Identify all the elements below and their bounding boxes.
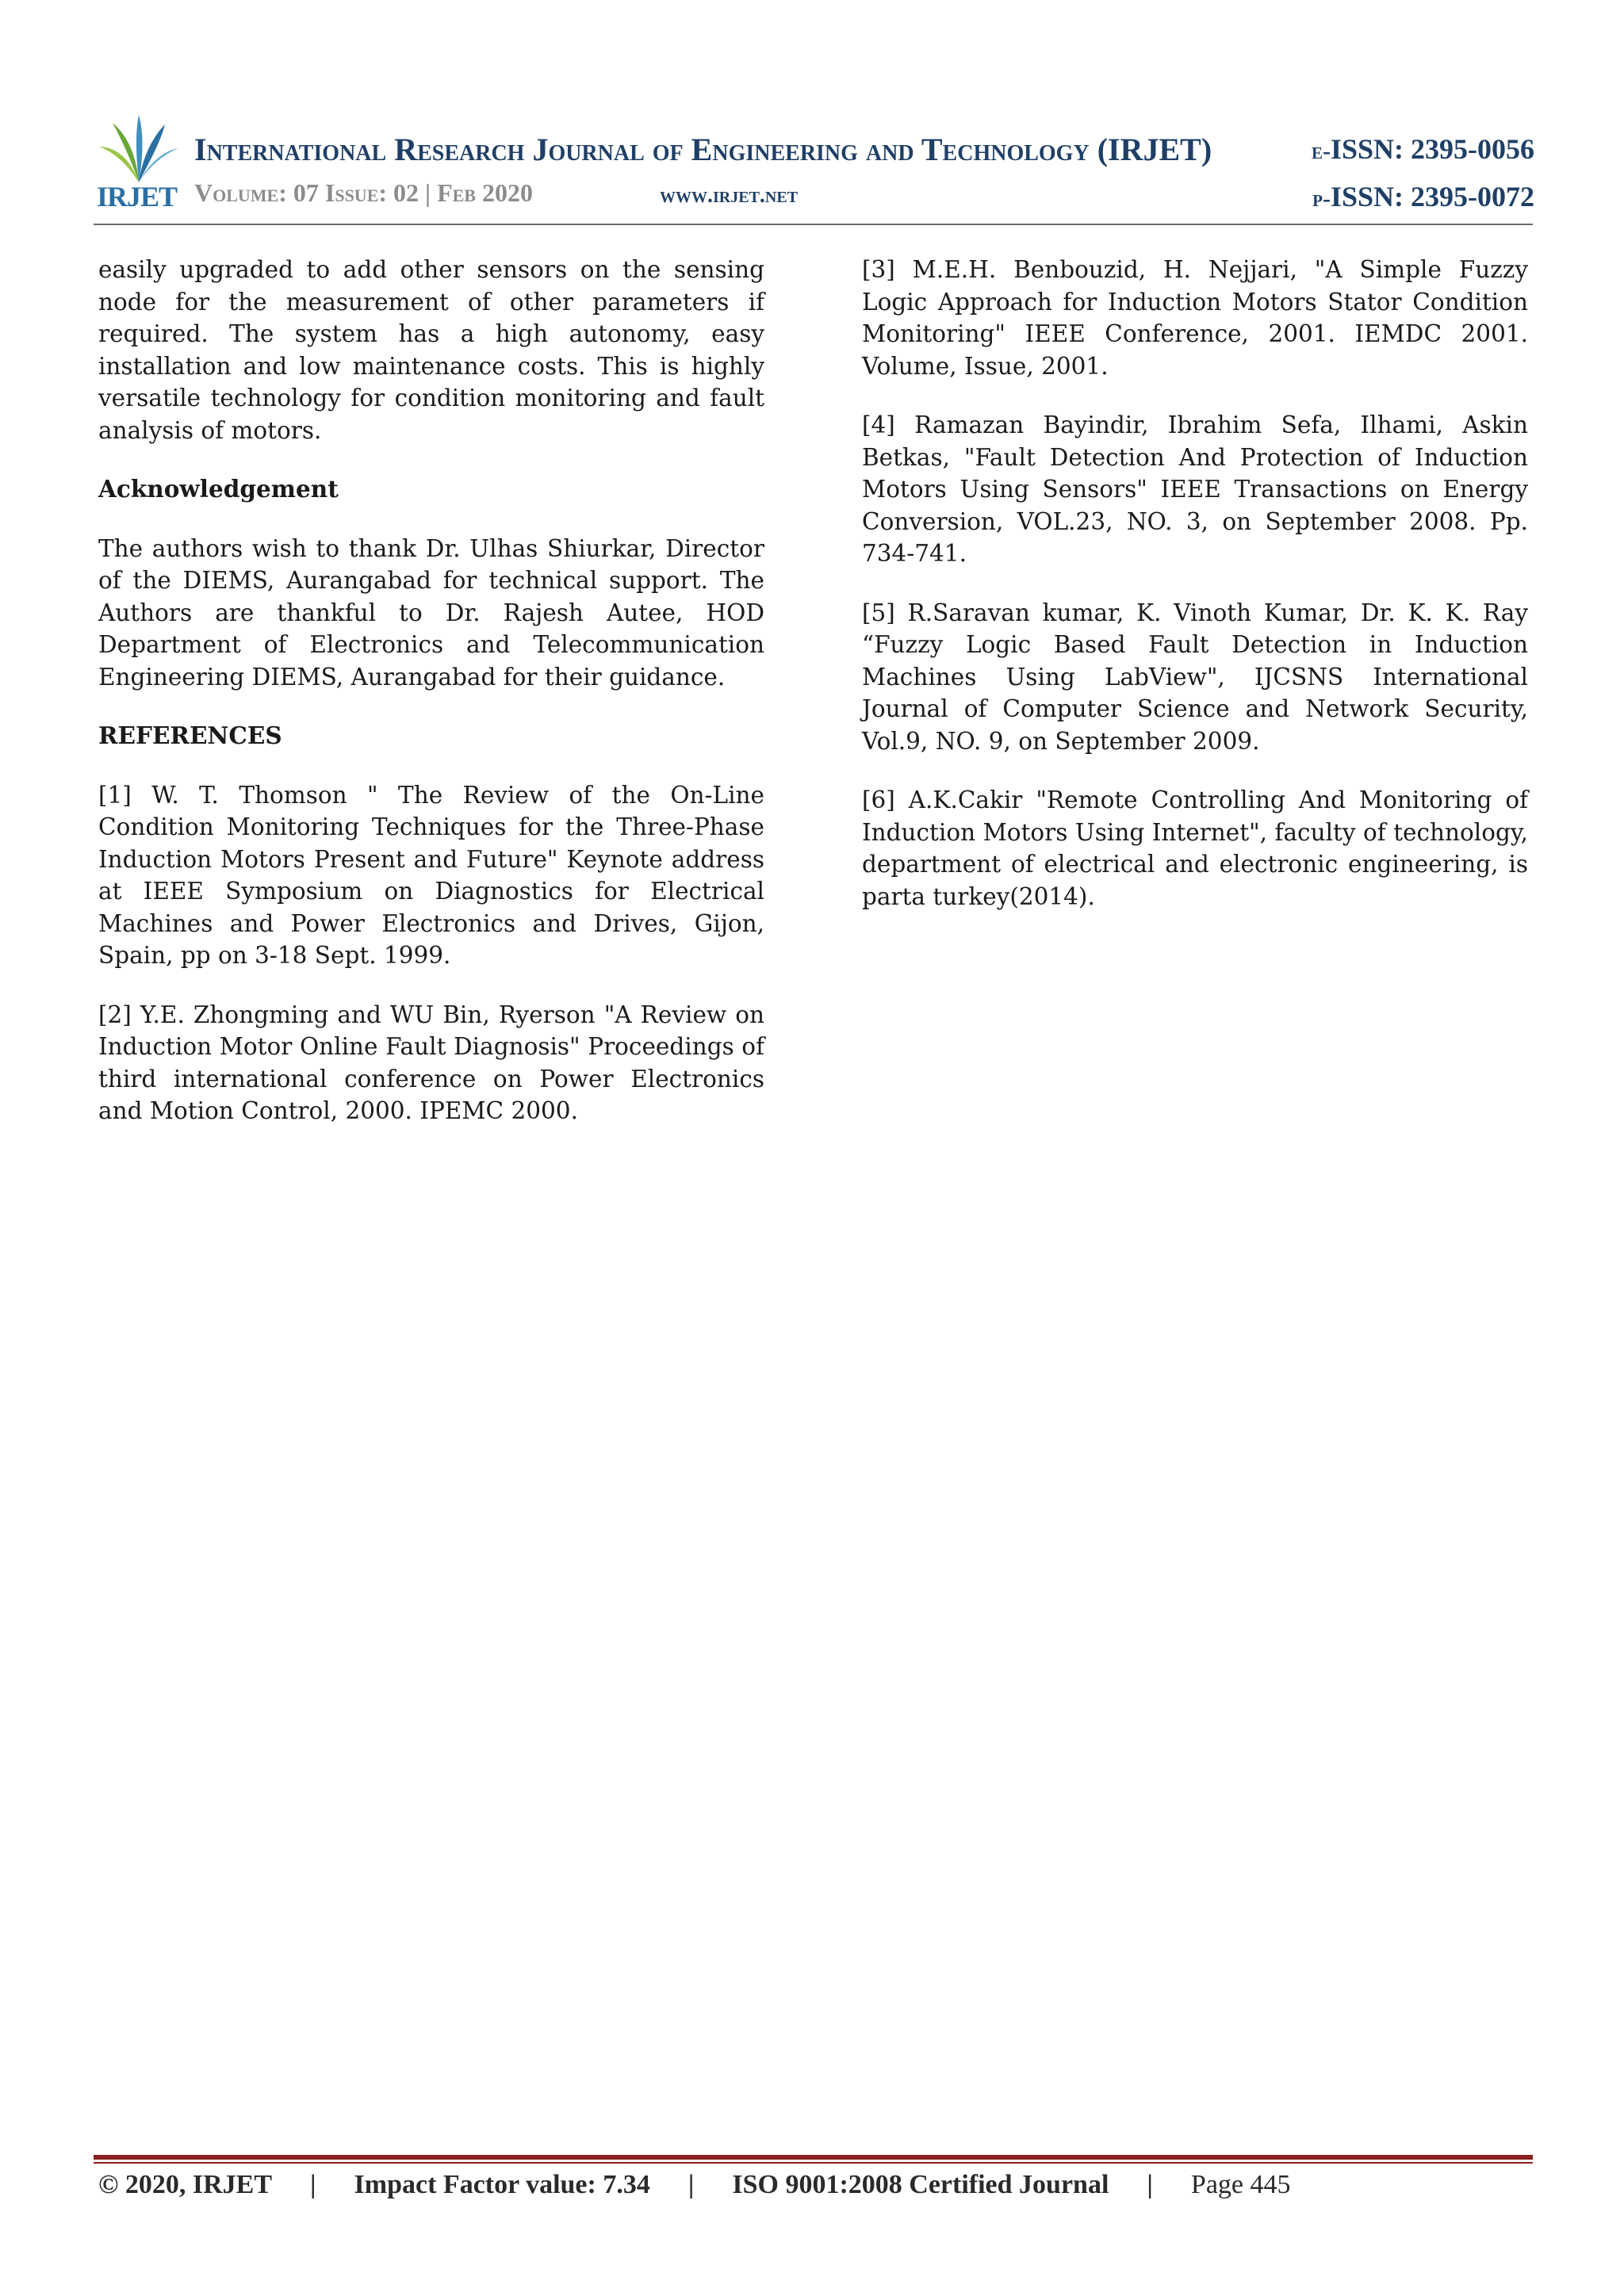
leaf-logo-icon <box>95 115 182 186</box>
left-column <box>98 254 764 1154</box>
irjet-logo <box>95 115 182 214</box>
footer-separator: | <box>1147 2170 1153 2199</box>
right-column <box>862 254 1528 939</box>
reference-5: [5] R.Saravan kumar, K. Vinoth Kumar, Dr. K. K. Ray “Fuzzy Logic Based Fault Detection in Induction Machines Using LabView", IJCSNS International Journal of Computer Science and Network Security, Vol.9, NO. 9, on September 2009. <box>862 599 1528 755</box>
logo-text: IRJET <box>97 181 178 212</box>
acknowledgement-paragraph: The authors wish to thank Dr. Ulhas Shiurkar, Director of the DIEMS, Aurangabad for technical support. The Authors are thankful to Dr. Rajesh Autee, HOD Department of Electronics and Telecommunication Engineering DIEMS, Aurangabad for their guidance. <box>98 534 764 691</box>
page-header <box>95 115 1534 226</box>
eissn-prefix: e- <box>1311 138 1331 164</box>
reference-3: [3] M.E.H. Benbouzid, H. Nejjari, "A Simple Fuzzy Logic Approach for Induction Motors Stator Condition Monitoring" IEEE Conference, 2001. IEMDC 2001. Volume, Issue, 2001. <box>862 256 1528 380</box>
header-divider <box>94 224 1533 225</box>
footer-impact-factor: Impact Factor value: 7.34 <box>354 2170 650 2199</box>
references-heading: REFERENCES <box>98 721 282 749</box>
journal-title-text: International Research Journal of Engineering and Technology <box>194 132 1090 167</box>
page-footer <box>98 2170 1291 2200</box>
website-link[interactable]: www.irjet.net <box>660 183 799 208</box>
reference-6: [6] A.K.Cakir "Remote Controlling And Monitoring of Induction Motors Using Internet", faculty of technology, department of electrical and electronic engineering, is parta turkey(2014). <box>862 786 1528 910</box>
footer-rule-thin <box>94 2162 1533 2164</box>
reference-2: [2] Y.E. Zhongming and WU Bin, Ryerson "A Review on Induction Motor Online Fault Diagnosis" Proceedings of third international conference on Power Electronics and Motion Control, 2000. IPEMC 2000. <box>98 1001 764 1124</box>
eissn <box>1312 132 1534 166</box>
footer-copyright: © 2020, IRJET <box>98 2170 273 2199</box>
intro-paragraph: easily upgraded to add other sensors on the sensing node for the measurement of other parameters if required. The system has a high autonomy, easy installation and low maintenance costs. This is highly versatile technology for condition monitoring and fault analysis of motors. <box>98 256 764 444</box>
acknowledgement-heading: Acknowledgement <box>98 475 339 503</box>
footer-separator: | <box>310 2170 316 2199</box>
footer-page-number: Page 445 <box>1190 2170 1291 2199</box>
reference-1: [1] W. T. Thomson " The Review of the On-Line Condition Monitoring Techniques for the Three-Phase Induction Motors Present and Future" Keynote address at IEEE Symposium on Diagnostics for Electrical Machines and Power Electronics and Drives, Gijon, Spain, pp on 3-18 Sept. 1999. <box>98 781 764 969</box>
journal-acronym: (IRJET) <box>1097 132 1212 167</box>
pissn-prefix: p- <box>1312 186 1331 212</box>
footer-rule-thick <box>94 2155 1533 2160</box>
reference-4: [4] Ramazan Bayindir, Ibrahim Sefa, Ilhami, Askin Betkas, "Fault Detection And Protection of Induction Motors Using Sensors" IEEE Transactions on Energy Conversion, VOL.23, NO. 3, on September 2008. Pp. 734-741. <box>862 411 1528 567</box>
volume-line: Volume: 07 Issue: 02 | Feb 2020 <box>194 178 533 207</box>
pissn-number: ISSN: 2395-0072 <box>1330 181 1534 212</box>
footer-separator: | <box>688 2170 695 2199</box>
pissn <box>1312 180 1534 213</box>
journal-title <box>194 131 1212 168</box>
eissn-number: ISSN: 2395-0056 <box>1330 133 1534 165</box>
footer-iso: ISO 9001:2008 Certified Journal <box>732 2170 1109 2199</box>
